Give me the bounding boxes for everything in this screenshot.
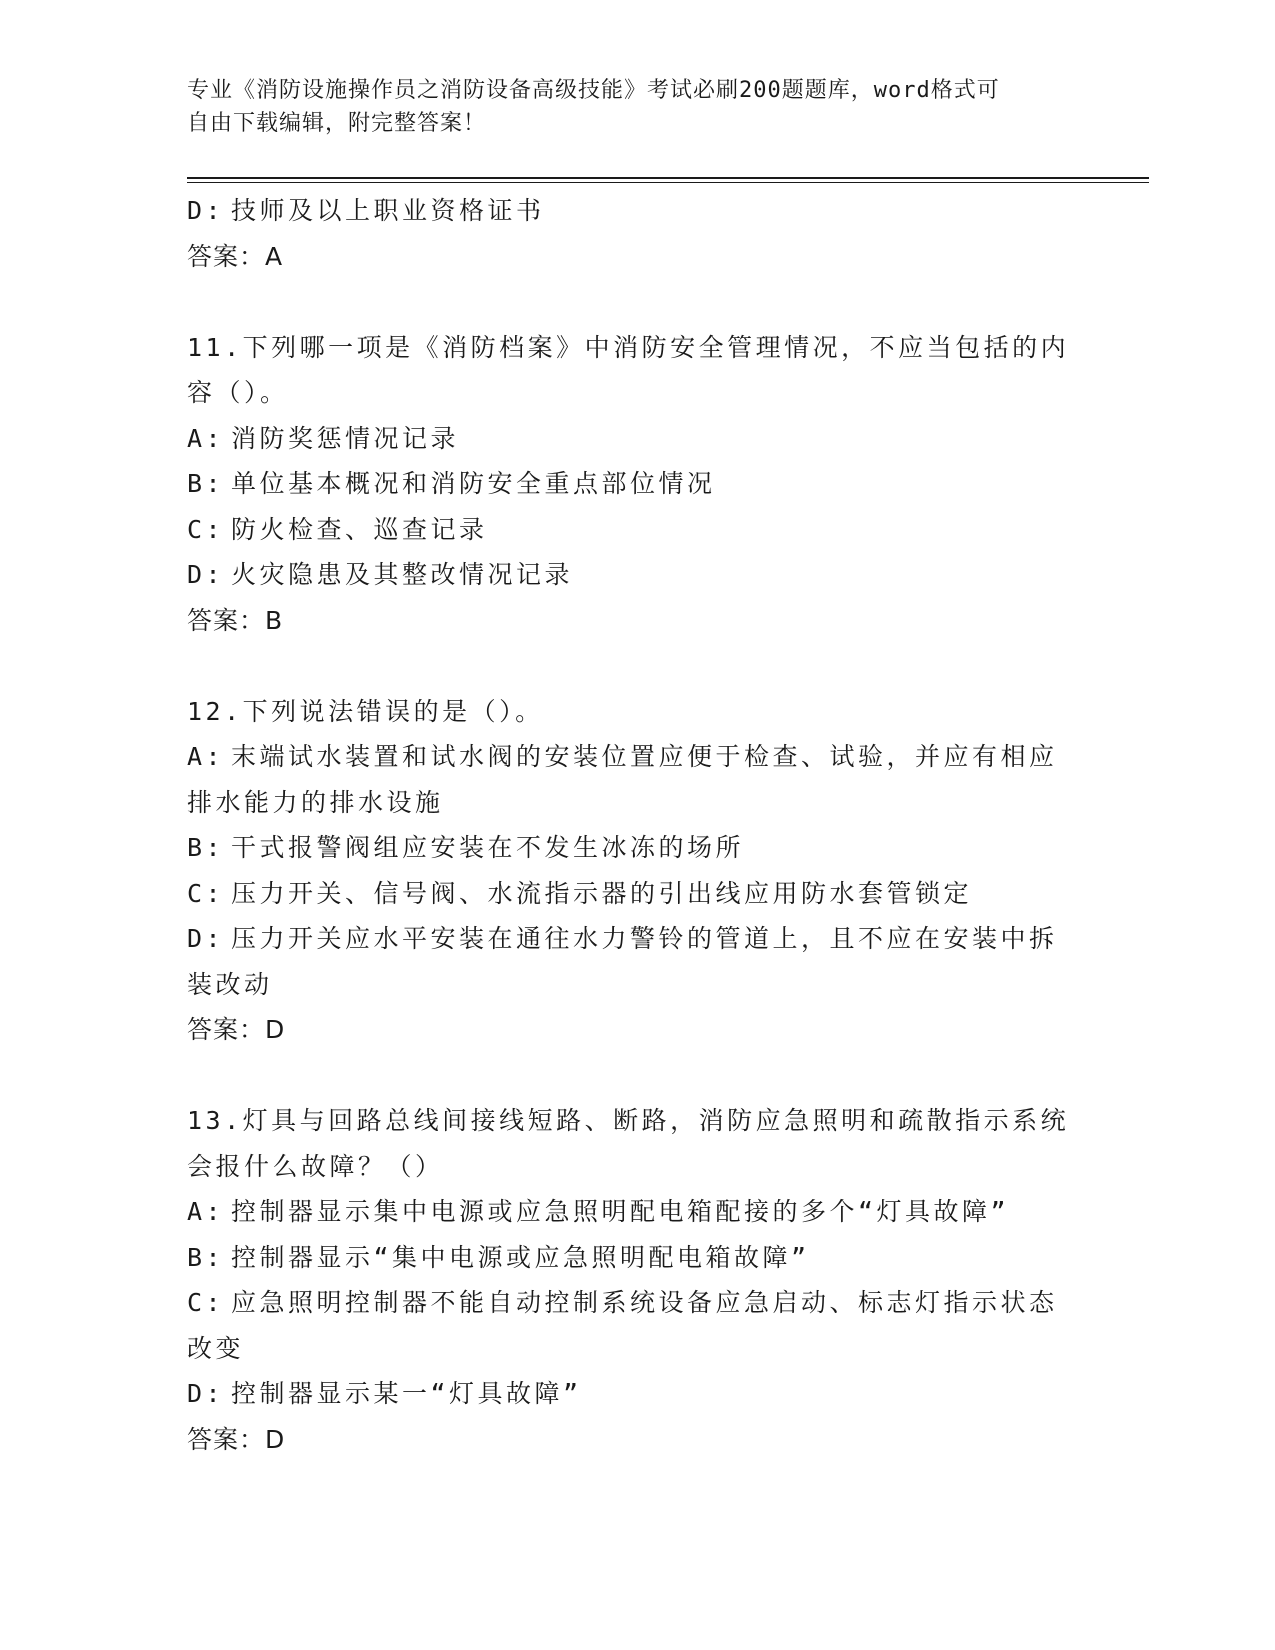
question-stem-line-2: 会报什么故障？（） <box>187 1151 444 1181</box>
option-label: D: <box>187 196 225 225</box>
option-text: 消防奖惩情况记录 <box>231 423 460 453</box>
option-text: 控制器显示集中电源或应急照明配电箱配接的多个“灯具故障” <box>231 1197 1010 1226</box>
option-text: 控制器显示“集中电源或应急照明配电箱故障” <box>231 1242 810 1272</box>
option-a-continuation: 排水能力的排水设施 <box>187 787 444 817</box>
option-text: 技师及以上职业资格证书 <box>231 196 545 225</box>
option-text: 火灾隐患及其整改情况记录 <box>231 560 574 589</box>
header-title-line-2: 自由下载编辑，附完整答案！ <box>187 111 487 136</box>
option-d <box>187 188 1087 234</box>
option-label: D: <box>187 924 225 953</box>
option-text: 控制器显示某一“灯具故障” <box>231 1379 582 1408</box>
option-b <box>187 825 1087 871</box>
option-d-continuation: 装改动 <box>187 969 273 999</box>
spacer <box>187 1053 1087 1099</box>
answer-line: 答案：B <box>187 605 284 635</box>
answer-line: 答案：D <box>187 1015 286 1044</box>
option-label: C: <box>187 1288 225 1317</box>
spacer <box>187 279 1087 325</box>
option-d <box>187 916 1087 962</box>
option-label: D: <box>187 1379 225 1408</box>
option-label: C: <box>187 514 225 544</box>
option-text: 干式报警阀组应安装在不发生冰冻的场所 <box>231 833 745 862</box>
option-label: A: <box>187 742 225 771</box>
spacer <box>187 643 1087 689</box>
option-c <box>187 1280 1087 1326</box>
header-title-line-1: 专业《消防设施操作员之消防设备高级技能》考试必刷200题题库，word格式可 <box>187 78 1000 103</box>
question-12 <box>187 689 1087 1053</box>
option-label: B: <box>187 1242 225 1272</box>
option-label: B: <box>187 469 225 498</box>
option-text: 压力开关、信号阀、水流指示器的引出线应用防水套管锁定 <box>231 878 973 908</box>
option-label: D: <box>187 560 225 589</box>
option-text: 应急照明控制器不能自动控制系统设备应急启动、标志灯指示状态 <box>231 1288 1058 1317</box>
option-a <box>187 416 1087 462</box>
option-label: B: <box>187 833 225 862</box>
question-stem-line-1: 13.灯具与回路总线间接线短路、断路，消防应急照明和疏散指示系统 <box>187 1106 1070 1135</box>
option-a <box>187 734 1087 780</box>
answer-line: 答案：D <box>187 1424 286 1454</box>
option-text: 单位基本概况和消防安全重点部位情况 <box>231 469 716 498</box>
option-label: A: <box>187 423 225 453</box>
option-c-continuation: 改变 <box>187 1333 245 1363</box>
header-divider-thin <box>187 182 1149 183</box>
option-label: C: <box>187 878 225 908</box>
question-11 <box>187 325 1087 644</box>
option-text: 压力开关应水平安装在通往水力警铃的管道上，且不应在安装中拆 <box>231 924 1058 953</box>
question-13 <box>187 1098 1087 1462</box>
question-stem-line-2: 容（）。 <box>187 378 289 407</box>
option-label: A: <box>187 1197 225 1226</box>
question-list <box>187 188 1087 1462</box>
option-b <box>187 461 1087 507</box>
header-divider-thick <box>187 177 1149 179</box>
option-a <box>187 1189 1087 1235</box>
document-header <box>187 74 1067 140</box>
option-text: 末端试水装置和试水阀的安装位置应便于检查、试验，并应有相应 <box>231 742 1058 771</box>
option-d <box>187 552 1087 598</box>
option-c <box>187 871 1087 917</box>
answer-line: 答案：A <box>187 241 284 271</box>
option-text: 防火检查、巡查记录 <box>231 514 488 544</box>
option-c <box>187 507 1087 553</box>
question-stem-line-1: 12.下列说法错误的是（）。 <box>187 696 544 726</box>
option-b <box>187 1235 1087 1281</box>
option-d <box>187 1371 1087 1417</box>
question-stem-line-1: 11.下列哪一项是《消防档案》中消防安全管理情况，不应当包括的内 <box>187 332 1070 362</box>
